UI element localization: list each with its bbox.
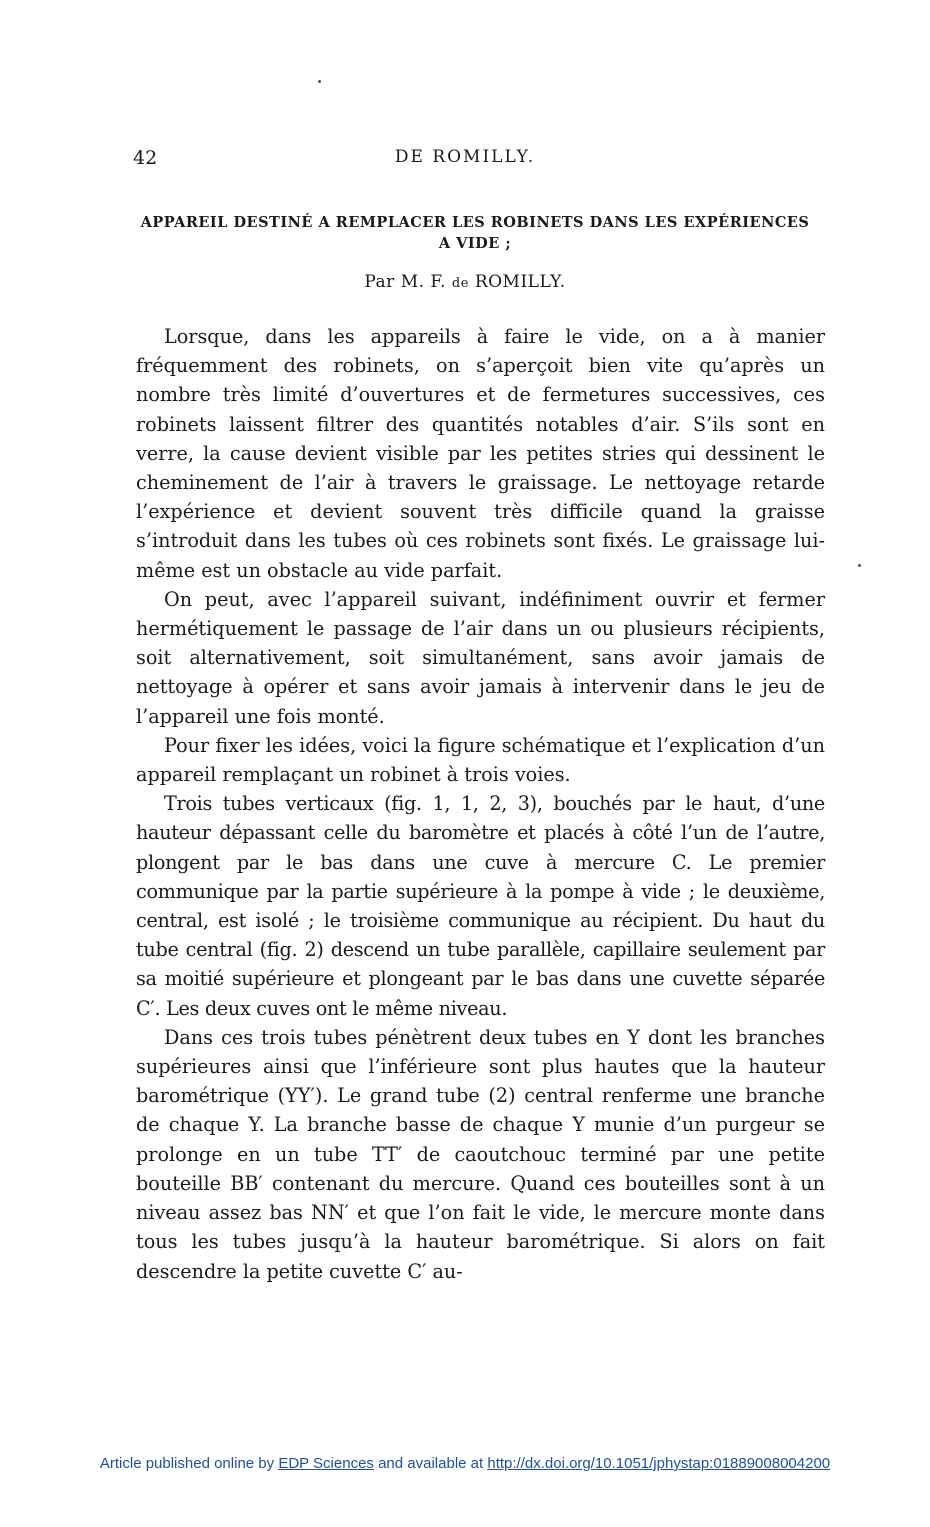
publisher-link[interactable]: EDP Sciences <box>278 1455 374 1472</box>
footer-middle: and available at <box>378 1455 484 1472</box>
paragraph: Lorsque, dans les appareils à faire le vide, on a à manier fréquemment des robinets, on s’aperçoit bien vite qu’après un nombre très limité d’ouvertures et de fermetures successives, ces robinets laissent filtrer des quantités notables d’air. S’ils sont en verre, la cause devient visible par les petites stries qui dessinent le cheminement de l’air à travers le graissage. Le nettoyage retarde l’expérience et devient souvent très difficile quand la graisse s’introduit dans les tubes où ces robinets sont fixés. Le graissage lui-même est un obstacle au vide parfait. <box>136 325 825 582</box>
author-particle: de <box>451 276 469 291</box>
paragraph: Dans ces trois tubes pénètrent deux tubes en Y dont les branches supérieures ainsi que l’inférieure sont plus hautes que la hauteur barométrique (YY′). Le grand tube (2) central renferme une branche de chaque Y. La branche basse de chaque Y munie d’un purgeur se prolonge en un tube TT′ de caoutchouc terminé par une petite bouteille BB′ contenant du mercure. Quand ces bouteilles sont à un niveau assez bas NN′ et que l’on fait le vide, le mercure monte dans tous les tubes jusqu’à la hauteur barométrique. Si alors on fait descendre la petite cuvette C′ au- <box>136 1025 825 1283</box>
doi-link[interactable]: http://dx.doi.org/10.1051/jphystap:01889008004200 <box>487 1455 831 1472</box>
body-text <box>136 322 825 1286</box>
article-title <box>140 212 810 254</box>
article-title-line-1: APPAREIL DESTINÉ A REMPLACER LES ROBINETS DANS LES EXPÉRIENCES <box>140 214 810 231</box>
footer <box>0 1455 930 1472</box>
scan-speck <box>858 564 861 567</box>
paragraph: Trois tubes verticaux (fig. 1, 1, 2, 3), bouchés par le haut, d’une hauteur dépassant celle du baromètre et placés à côté l’un de l’autre, plongent par le bas dans une cuve à mercure C. Le premier communique par la partie supérieure à la pompe à vide ; le deuxième, central, est isolé ; le troisième communique au récipient. Du haut du tube central (fig. 2) descend un tube parallèle, capillaire seulement par sa moitié supérieure et plongeant par le bas dans une cuvette séparée C′. Les deux cuves ont le même niveau. <box>136 792 825 1020</box>
author-name: ROMILLY. <box>474 272 566 292</box>
footer-prefix: Article published online by <box>99 1455 275 1472</box>
running-head: DE ROMILLY. <box>394 147 536 167</box>
article-title-line-2: A VIDE ; <box>438 235 512 252</box>
paragraph: On peut, avec l’appareil suivant, indéfiniment ouvrir et fermer hermétiquement le passage de l’air dans un ou plusieurs récipients, soit alternativement, soit simultanément, sans avoir jamais de nettoyage à opérer et sans avoir jamais à intervenir dans le jeu de l’appareil une fois monté. <box>136 587 825 728</box>
author-prefix: Par <box>364 272 395 292</box>
author-line <box>0 272 930 292</box>
page-number: 42 <box>133 147 158 169</box>
author-initials: M. F. <box>400 272 446 292</box>
scan-speck <box>318 80 321 83</box>
paragraph: Pour fixer les idées, voici la figure schématique et l’explication d’un appareil remplaçant un robinet à trois voies. <box>136 733 825 787</box>
